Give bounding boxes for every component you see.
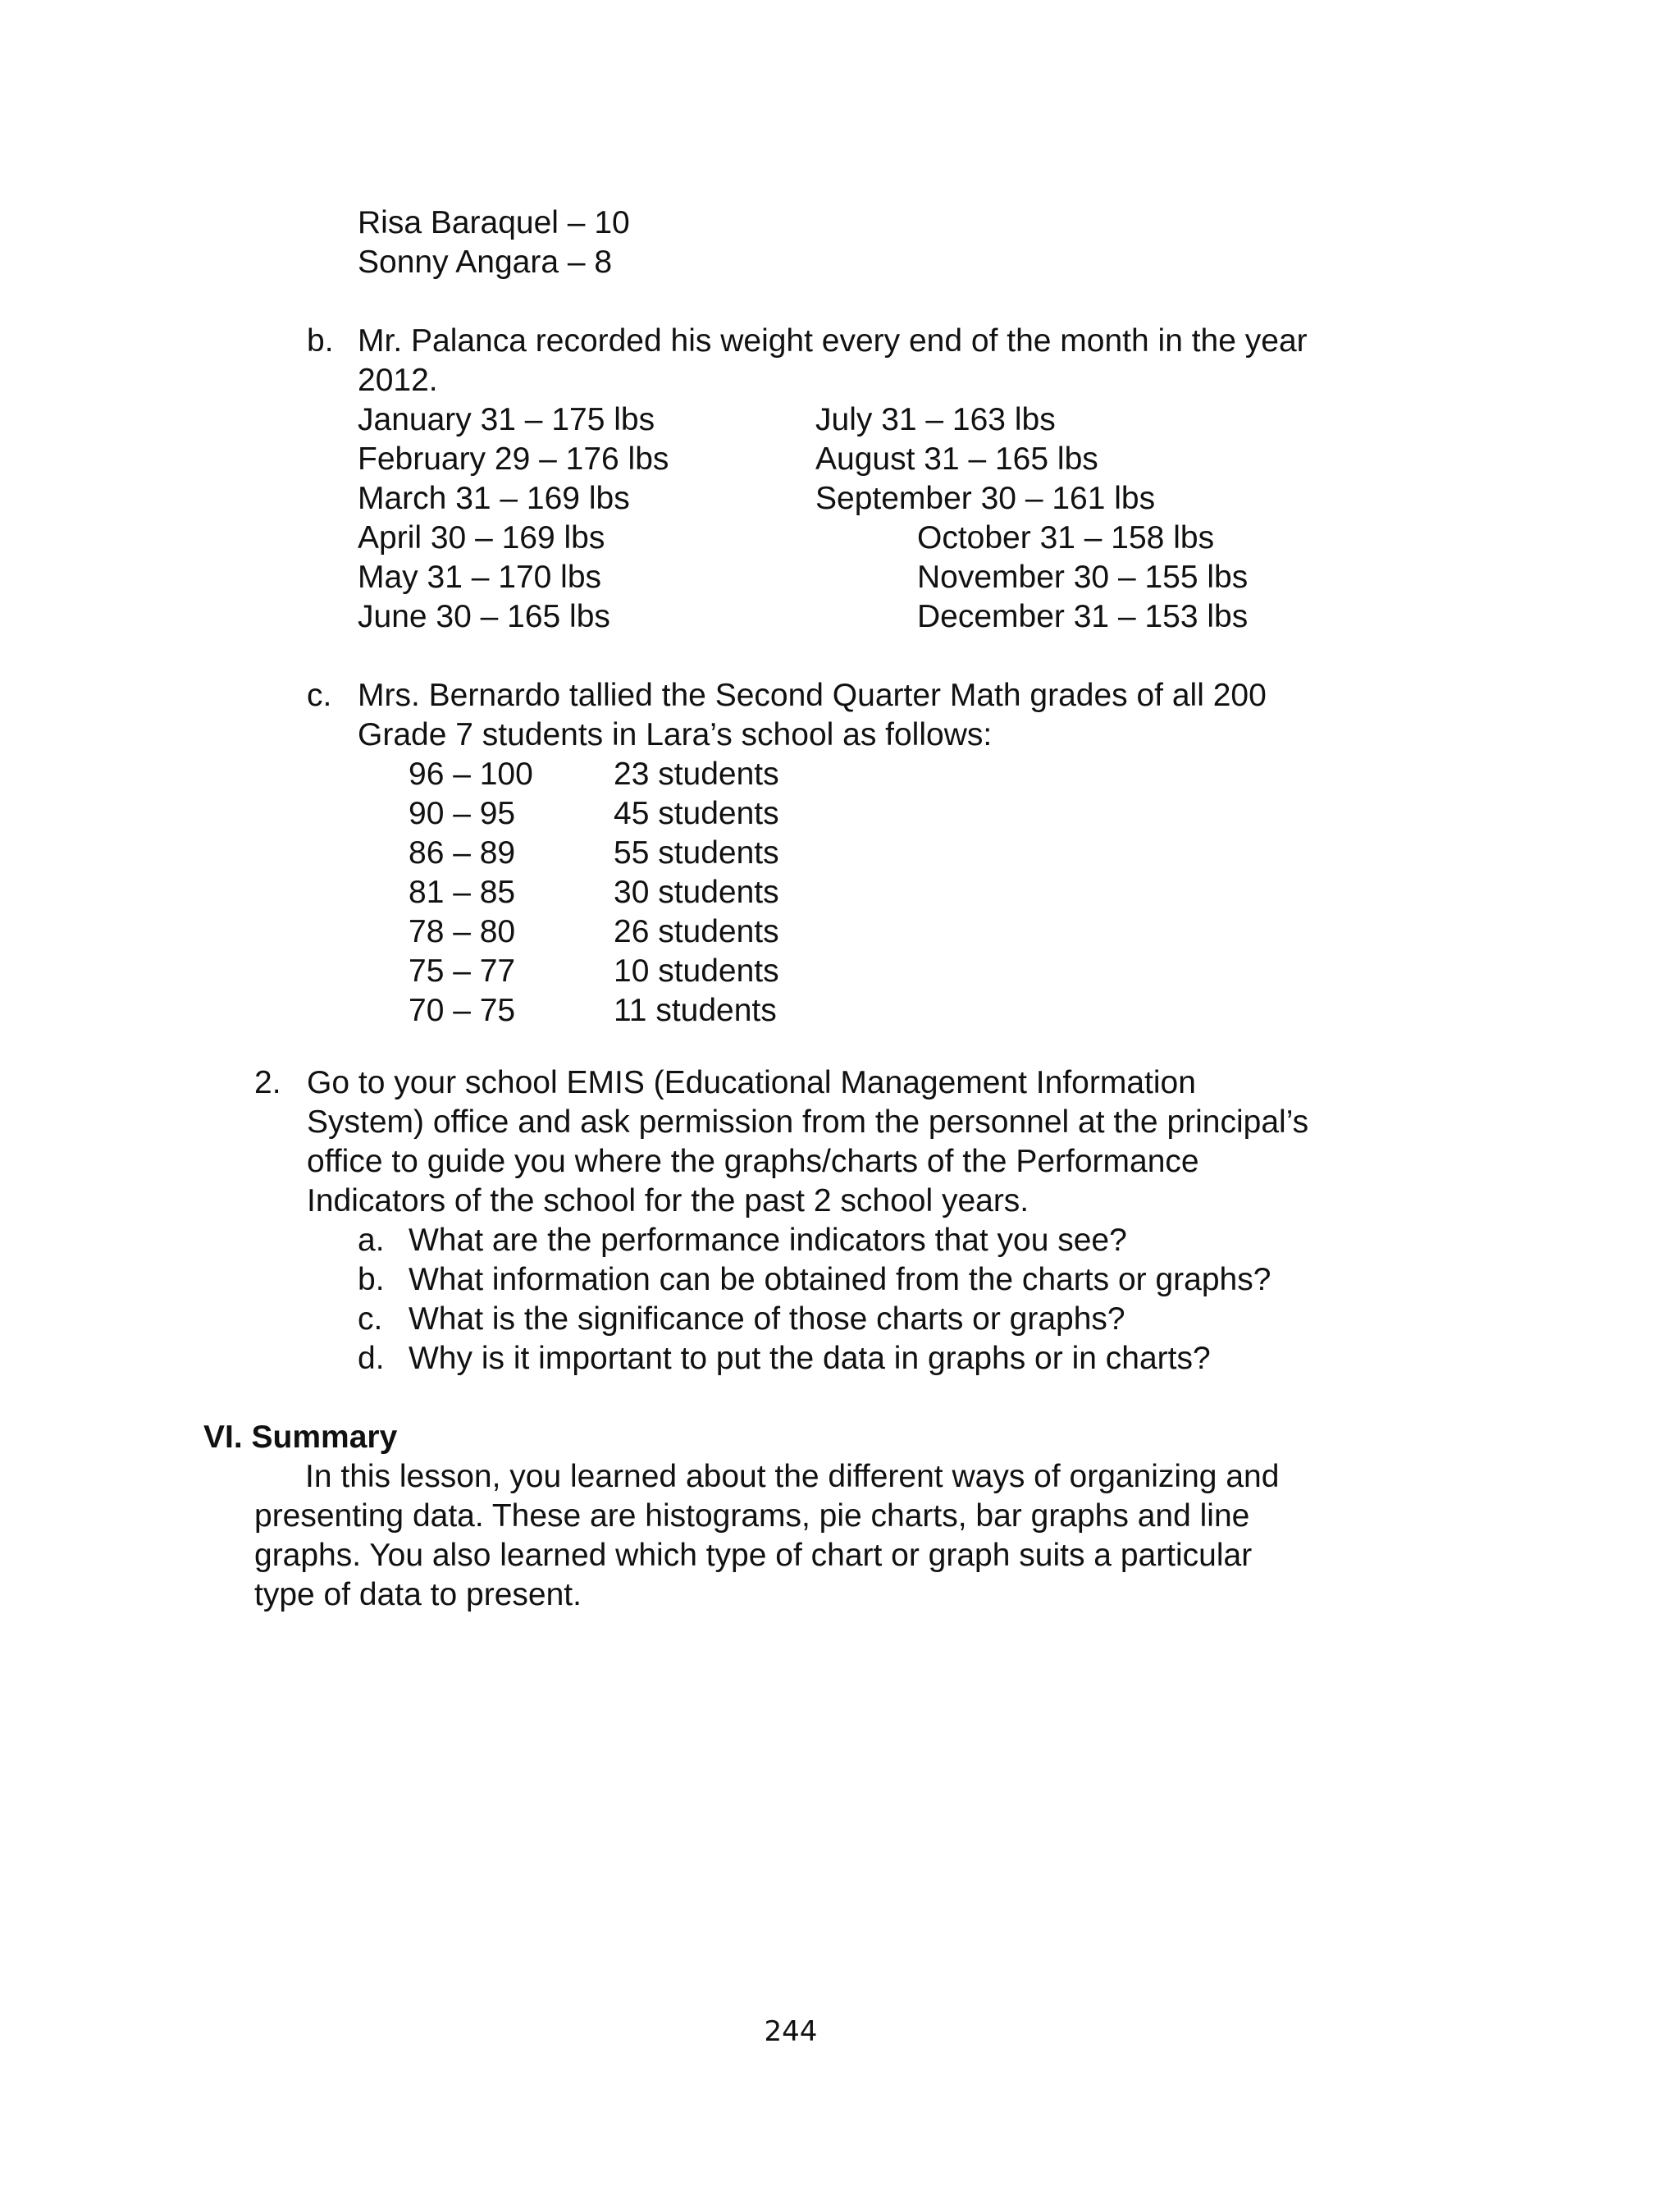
- weights-left-column: [358, 400, 669, 637]
- item-c-line: Grade 7 students in Lara’s school as follows:: [358, 717, 993, 752]
- grade-count: 45 students: [614, 796, 779, 831]
- grade-row: [409, 794, 779, 834]
- item-c-marker: c.: [307, 678, 332, 713]
- page-number: 244: [764, 2015, 818, 2048]
- grade-range: 70 – 75: [409, 993, 516, 1028]
- summary-first-line: In this lesson, you learned about the different ways of organizing and: [305, 1459, 1280, 1494]
- weight-entry: October 31 – 158 lbs: [917, 520, 1215, 556]
- weight-entry: December 31 – 153 lbs: [917, 599, 1249, 634]
- weight-entry: July 31 – 163 lbs: [815, 402, 1056, 437]
- weight-entry: April 30 – 169 lbs: [358, 520, 605, 556]
- grade-count: 11 students: [614, 993, 777, 1028]
- grade-row: [409, 991, 779, 1031]
- summary-line: graphs. You also learned which type of chart or graph suits a particular: [254, 1538, 1253, 1573]
- grade-row: [409, 834, 779, 873]
- question-marker: d.: [358, 1341, 385, 1376]
- item-b-line: 2012.: [358, 363, 438, 398]
- weight-entry: May 31 – 170 lbs: [358, 560, 602, 595]
- item-2-text: [307, 1063, 1308, 1221]
- grades-table: [409, 755, 779, 1031]
- score-entry: Risa Baraquel – 10: [358, 205, 630, 240]
- summary-paragraph: [254, 1497, 1252, 1615]
- grade-range: 75 – 77: [409, 953, 516, 989]
- item-2-line: Indicators of the school for the past 2 school years.: [307, 1183, 1029, 1218]
- weight-entry: November 30 – 155 lbs: [917, 560, 1249, 595]
- weight-entry: June 30 – 165 lbs: [358, 599, 610, 634]
- weights-right-column-lower: [917, 519, 1248, 637]
- item-c-line: Mrs. Bernardo tallied the Second Quarter Math grades of all 200: [358, 678, 1267, 713]
- question-text: What information can be obtained from the charts or graphs?: [409, 1262, 1271, 1297]
- item-b-text: [358, 322, 1308, 400]
- grade-count: 23 students: [614, 757, 779, 792]
- question-text: What are the performance indicators that you see?: [409, 1223, 1127, 1258]
- weight-entry: February 29 – 176 lbs: [358, 441, 669, 477]
- grade-count: 30 students: [614, 875, 779, 910]
- item-c-text: [358, 676, 1267, 755]
- score-entry: Sonny Angara – 8: [358, 245, 613, 280]
- weight-entry: September 30 – 161 lbs: [815, 481, 1156, 516]
- weight-entry: August 31 – 165 lbs: [815, 441, 1098, 477]
- summary-line: type of data to present.: [254, 1577, 582, 1612]
- grade-range: 78 – 80: [409, 914, 516, 949]
- grade-count: 26 students: [614, 914, 779, 949]
- grade-row: [409, 755, 779, 794]
- grade-row: [409, 912, 779, 952]
- grade-range: 86 – 89: [409, 835, 516, 871]
- grade-range: 96 – 100: [409, 757, 533, 792]
- grade-count: 10 students: [614, 953, 779, 989]
- item-b-marker: b.: [307, 323, 334, 359]
- item-2-line: office to guide you where the graphs/charts of the Performance: [307, 1144, 1199, 1179]
- item-2-line: System) office and ask permission from the personnel at the principal’s: [307, 1104, 1309, 1140]
- weights-right-column-upper: [815, 400, 1155, 519]
- score-list-tail: [358, 203, 630, 282]
- grade-count: 55 students: [614, 835, 779, 871]
- weight-entry: March 31 – 169 lbs: [358, 481, 630, 516]
- question-marker: c.: [358, 1301, 383, 1337]
- grade-range: 90 – 95: [409, 796, 516, 831]
- item-b-line: Mr. Palanca recorded his weight every end of the month in the year: [358, 323, 1308, 359]
- question-markers: [358, 1221, 385, 1378]
- question-text: What is the significance of those charts or graphs?: [409, 1301, 1125, 1337]
- grade-range: 81 – 85: [409, 875, 516, 910]
- question-marker: b.: [358, 1262, 385, 1297]
- grade-row: [409, 873, 779, 912]
- grade-row: [409, 952, 779, 991]
- question-marker: a.: [358, 1223, 385, 1258]
- summary-heading: VI. Summary: [203, 1420, 398, 1455]
- summary-line: presenting data. These are histograms, pie charts, bar graphs and line: [254, 1498, 1250, 1534]
- item-2-marker: 2.: [254, 1065, 281, 1100]
- question-text: Why is it important to put the data in graphs or in charts?: [409, 1341, 1211, 1376]
- item-2-line: Go to your school EMIS (Educational Management Information: [307, 1065, 1196, 1100]
- question-list: [409, 1221, 1271, 1378]
- weight-entry: January 31 – 175 lbs: [358, 402, 655, 437]
